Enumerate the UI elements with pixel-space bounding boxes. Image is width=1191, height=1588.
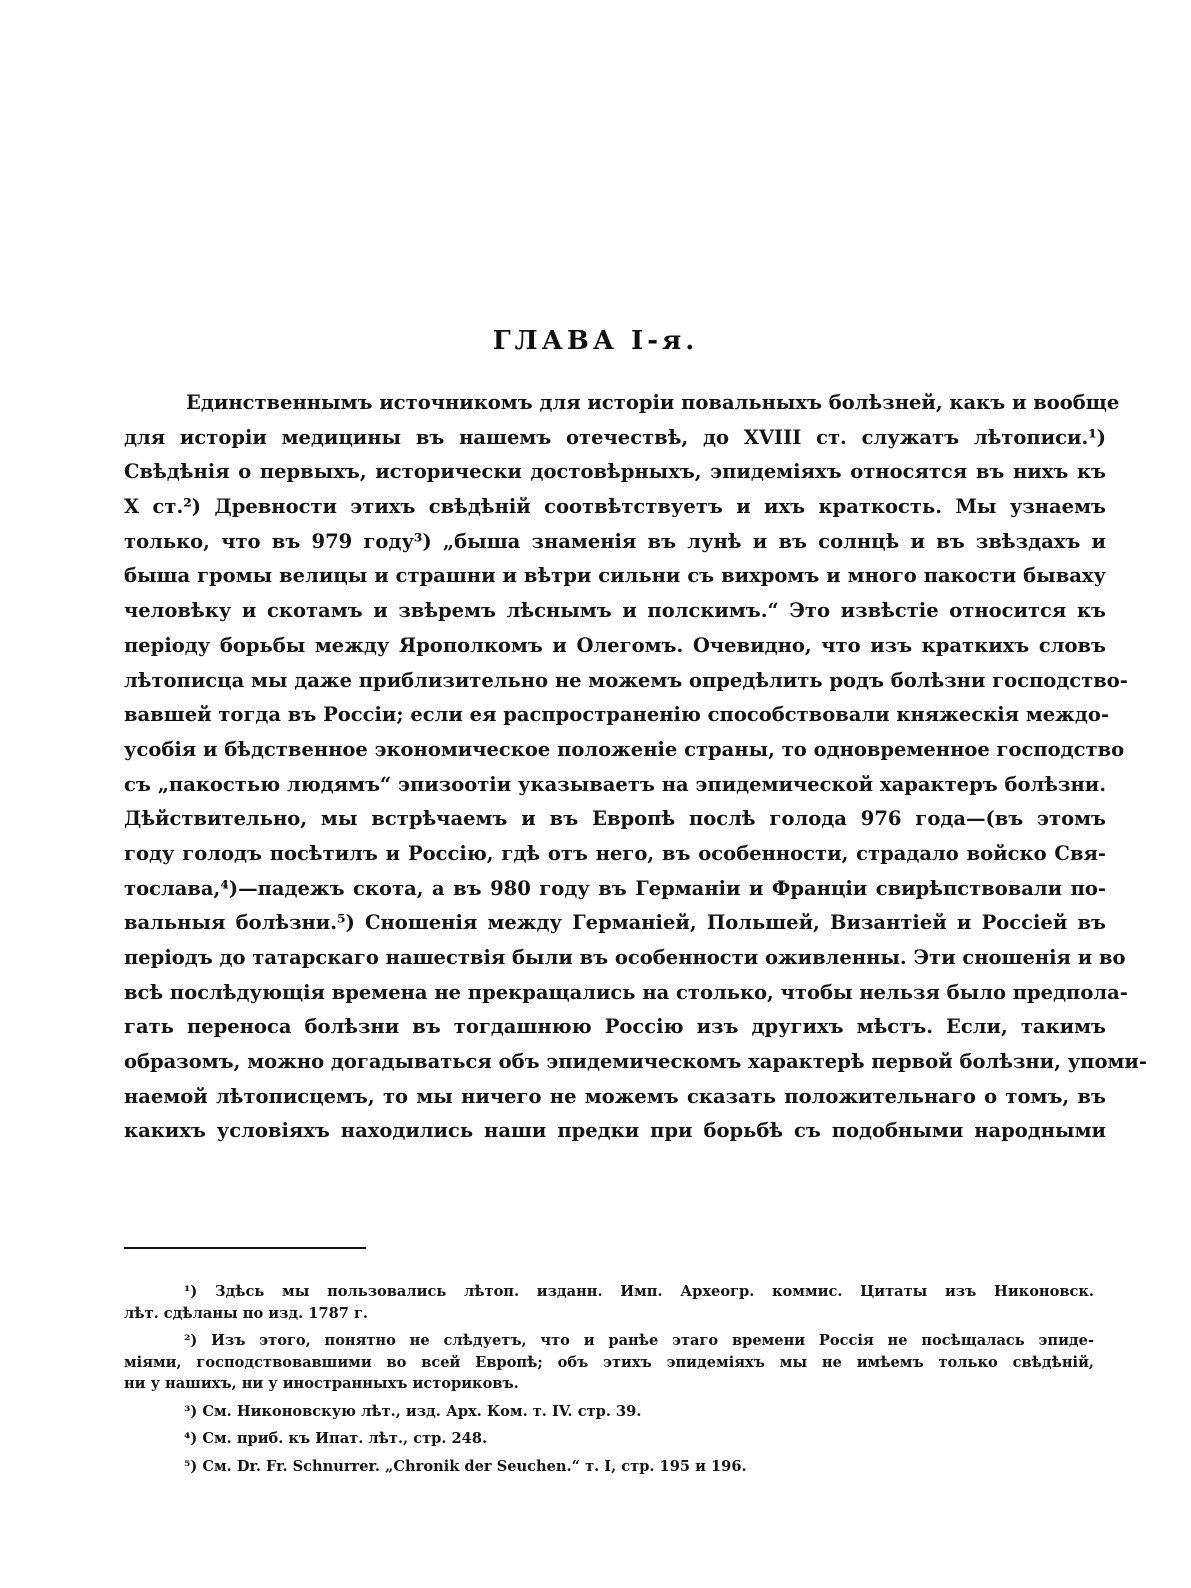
body-line: Единственнымъ источникомъ для исторіи повальныхъ болѣзней, какъ и вообще	[186, 391, 1120, 414]
footnote-divider	[124, 1247, 366, 1249]
footnote-1-line: лѣт. сдѣланы по изд. 1787 г.	[124, 1304, 369, 1322]
body-line: лѣтописца мы даже приблизительно не можемъ опредѣлить родъ болѣзни господство-	[124, 668, 1128, 692]
footnote-1-line: ¹) Здѣсь мы пользовались лѣтоп. изданн. Имп. Археогр. коммис. Цитаты изъ Никоновск.	[184, 1283, 1094, 1300]
body-line: году голодъ посѣтилъ и Россію, гдѣ отъ него, въ особенности, страдало войско Свя-	[124, 841, 1106, 865]
body-line: Свѣдѣнія о первыхъ, исторически достовѣрныхъ, эпидеміяхъ относятся въ нихъ къ	[124, 460, 1106, 484]
chapter-title: ГЛАВА I-я.	[492, 326, 699, 356]
body-line: человѣку и скотамъ и звѣремъ лѣснымъ и полскимъ.“ Это извѣстіе относится къ	[124, 599, 1106, 623]
body-line: какихъ условіяхъ находились наши предки при борьбѣ съ подобными народными	[124, 1119, 1106, 1143]
body-line: вавшей тогда въ Россіи; если ея распространенію способствовали княжескія междо-	[124, 703, 1109, 727]
body-line: для исторіи медицины въ нашемъ отечествѣ, до XVIII ст. служатъ лѣтописи.¹)	[124, 425, 1106, 449]
body-line: наемой лѣтописцемъ, то мы ничего не можемъ сказать положительнаго о томъ, въ	[124, 1084, 1106, 1108]
body-line: періодъ до татарскаго нашествія были въ особенности оживленны. Эти сношенія и во	[124, 946, 1126, 969]
body-line: быша громы велицы и страшни и вѣтри сильни съ вихромъ и много пакости бываху	[124, 564, 1106, 588]
body-line: гать переноса болѣзни въ тогдашнюю Россію изъ другихъ мѣстъ. Если, такимъ	[124, 1015, 1106, 1039]
body-line: вальныя болѣзни.⁵) Сношенія между Германіей, Польшей, Византіей и Россіей въ	[124, 911, 1106, 935]
body-line: X ст.²) Древности этихъ свѣдѣній соотвѣтствуетъ и ихъ краткость. Мы узнаемъ	[124, 495, 1106, 519]
body-line: всѣ послѣдующія времена не прекращались на столько, чтобы нельзя было предпола-	[124, 980, 1128, 1004]
footnote-5: ⁵) См. Dr. Fr. Schnurrer. „Chronik der Seuchen.“ т. I, стр. 195 и 196.	[184, 1457, 747, 1475]
body-line: образомъ, можно догадываться объ эпидемическомъ характерѣ первой болѣзни, упоми-	[124, 1050, 1147, 1074]
body-line: тослава,⁴)—падежъ скота, а въ 980 году въ Германіи и Франціи свирѣпствовали по-	[124, 876, 1106, 900]
footnote-2-line: ²) Изъ этого, понятно не слѣдуетъ, что и ранѣе этаго времени Россія не посѣщалась эпиде-	[184, 1332, 1094, 1349]
footnote-2-line: ни у нашихъ, ни у иностранныхъ историковъ.	[124, 1375, 519, 1392]
footnote-4: ⁴) См. приб. къ Ипат. лѣт., стр. 248.	[184, 1430, 488, 1447]
body-line: періоду борьбы между Ярополкомъ и Олегомъ. Очевидно, что изъ краткихъ словъ	[124, 633, 1106, 657]
footnotes	[124, 1281, 1094, 1477]
body-line: Дѣйствительно, мы встрѣчаемъ и въ Европѣ послѣ голода 976 года—(въ этомъ	[124, 807, 1106, 831]
body-line: только, что въ 979 году³) „быша знаменія въ лунѣ и въ солнцѣ и въ звѣздахъ и	[124, 529, 1106, 553]
footnote-2-line: міями, господствовавшими во всей Европѣ; объ этихъ эпидеміяхъ мы не имѣемъ только свѣдѣній,	[124, 1353, 1094, 1371]
body-line: съ „пакостью людямъ“ эпизоотіи указываетъ на эпидемической характеръ болѣзни.	[124, 772, 1106, 796]
body-line: усобія и бѣдственное экономическое положеніе страны, то одновременное господство	[124, 737, 1125, 761]
body-text	[124, 386, 1147, 1149]
footnote-3: ³) См. Никоновскую лѣт., изд. Арх. Ком. т. IV. стр. 39.	[184, 1402, 642, 1420]
